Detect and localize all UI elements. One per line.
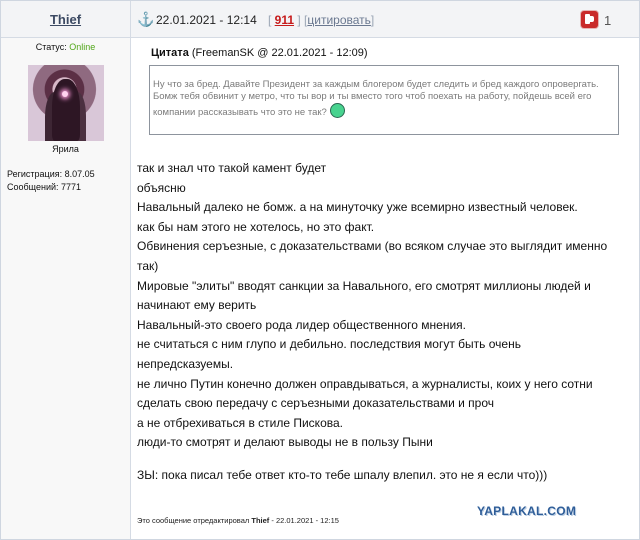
- message-count: Сообщений: 7771: [7, 182, 82, 192]
- body-line: люди-то смотрят и делают выводы не в пользу Пыни: [137, 435, 433, 450]
- quote-body: Ну что за бред. Давайте Президент за каждым блогером будет следить и бред каждого опровергать. Бомж тебя обвинит у метро, что ты вор и ты вместо того чтоб поехать на работу, пойдешь всей его компании рассказывать что это не так?: [153, 79, 599, 118]
- site-watermark: YAPLAKAL.COM: [477, 504, 577, 518]
- quote-box: [149, 65, 619, 135]
- body-line: ЗЫ: пока писал тебе ответ кто-то тебе шпалу влепил. это не я если что))): [137, 467, 548, 482]
- body-line: не лично Путин конечно должен оправдываться, а журналисты, коих у него сотни: [137, 376, 593, 391]
- post-header: [1, 1, 639, 38]
- body-line: а не отбрехиваться в стиле Пискова.: [137, 415, 343, 430]
- quote-text: [153, 79, 611, 119]
- author-username-link[interactable]: Thief: [49, 12, 82, 27]
- body-spacer: [137, 453, 637, 466]
- status-online: Online: [69, 42, 96, 52]
- body-line: Навальный далеко не бомж. а на минуточку уже всемирно известный человек.: [137, 200, 578, 215]
- edit-prefix: Это сообщение отредактировал: [137, 516, 250, 525]
- rating-count: 1: [604, 13, 612, 28]
- quote-title: [151, 47, 368, 59]
- post-body: [137, 159, 637, 486]
- anchor-icon[interactable]: ⚓: [137, 11, 155, 27]
- body-line: начинают ему верить: [137, 298, 257, 313]
- thumbs-up-icon[interactable]: [581, 11, 598, 28]
- body-line: объясню: [137, 180, 186, 195]
- body-line: так): [137, 258, 159, 273]
- body-line: не считаться с ним глупо и дебильно. последствия могут быть очень: [137, 337, 521, 352]
- body-line: так и знал что такой камент будет: [137, 161, 327, 175]
- edit-user[interactable]: Thief: [251, 516, 270, 525]
- edit-note: [137, 516, 339, 525]
- quote-button[interactable]: цитировать: [307, 13, 371, 27]
- body-line: как бы нам этого не хотелось, но это факт.: [137, 219, 375, 234]
- avatar-caption: Ярила: [52, 144, 79, 154]
- post-number-link[interactable]: 911: [274, 13, 295, 27]
- avatar[interactable]: [28, 65, 104, 141]
- author-panel: [1, 38, 131, 539]
- body-line: Обвинения серъезные, с доказательствами (во всяком случае это выглядит именно: [137, 239, 608, 254]
- author-status: [1, 42, 130, 52]
- body-line: непредсказуемы.: [137, 356, 234, 371]
- post-date: 22.01.2021 - 12:14: [156, 13, 257, 27]
- quote-label: Цитата: [151, 47, 189, 59]
- edit-time: - 22.01.2021 - 12:15: [271, 516, 339, 525]
- smile-icon: [330, 103, 345, 118]
- body-line: сделать свою передачу с серъезными доказательствами и проч: [137, 396, 495, 411]
- author-header: [1, 1, 131, 37]
- body-line: Навальный-это своего рода лидер общественного мнения.: [137, 317, 467, 332]
- post-number-group: [ 911 ] [цитировать]: [268, 13, 375, 27]
- registration-date: Регистрация: 8.07.05: [7, 169, 95, 179]
- body-line: Мировые "элиты" вводят санкции за Навального, его смотрят миллионы людей и: [137, 278, 591, 293]
- status-label: Статус:: [35, 42, 67, 52]
- quote-source: (FreemanSK @ 22.01.2021 - 12:09): [191, 47, 368, 59]
